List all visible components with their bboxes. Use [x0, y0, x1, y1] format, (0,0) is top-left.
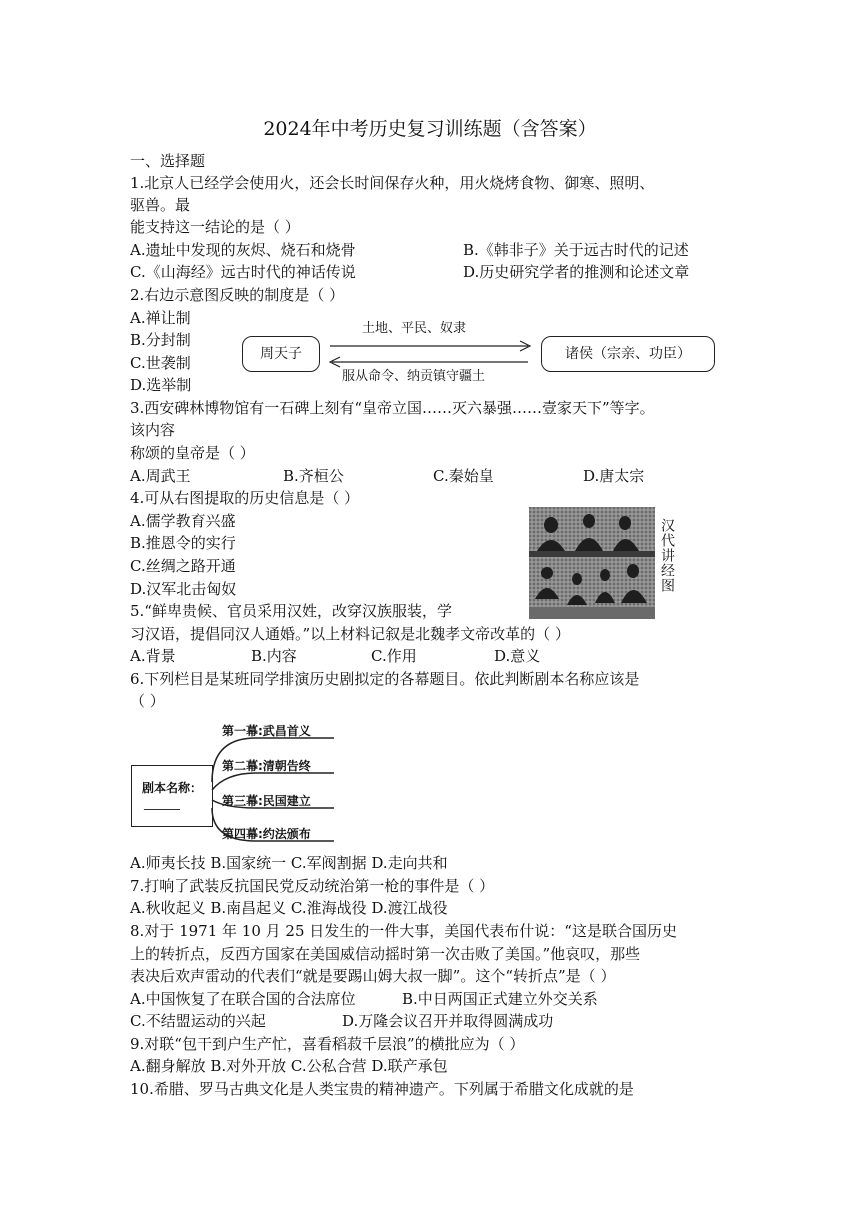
q9-options: A.翻身解放 B.对外开放 C.公私合营 D.联产承包 [130, 1057, 448, 1075]
q5-option-c: C.作用 [371, 647, 417, 665]
section-heading: 一、选择题 [130, 152, 206, 170]
q4-option-c: C.丝绸之路开通 [130, 557, 236, 575]
q5-option-d: D.意义 [494, 647, 541, 665]
q3-stem: 3.西安碑林博物馆有一石碑上刻有“皇帝立国……灭六暴强……壹家天下”等字。 [130, 399, 655, 417]
q4-stem: 4.可从右图提取的历史信息是（ ） [130, 489, 360, 507]
image-caption: 汉代讲经图 [659, 518, 675, 593]
q5-stem: 5.“鲜卑贵候、官员采用汉姓，改穿汉族服装，学 [130, 602, 452, 620]
play-name-blank: ______ [144, 796, 180, 810]
q8-option-a: A.中国恢复了在联合国的合法席位 [130, 990, 356, 1008]
diagram-vassal-box: 诸侯（宗亲、功臣） [541, 336, 715, 372]
q5-option-b: B.内容 [251, 647, 297, 665]
act-4: 第四幕:约法颁布 [222, 827, 311, 841]
q5-option-a: A.背景 [130, 647, 176, 665]
q8-stem-question: 表决后欢声雷动的代表们“就是要踢山姆大叔一脚”。这个“转折点”是（ ） [130, 967, 616, 985]
q2-stem: 2.右边示意图反映的制度是（ ） [130, 286, 345, 304]
q4-option-b: B.推恩令的实行 [130, 534, 236, 552]
q8-stem-cont: 上的转折点，反西方国家在美国威信动摇时第一次击败了美国。”他哀叹，那些 [130, 945, 641, 963]
q1-option-b: B.《韩非子》关于远古时代的记述 [463, 241, 689, 259]
q6-stem: 6.下列栏目是某班同学排演历史剧拟定的各幕题目。依此判断剧本名称应该是 [130, 670, 640, 688]
diagram-king-box: 周天子 [242, 336, 320, 372]
q2-option-d: D.选举制 [130, 376, 192, 394]
q9-stem: 9.对联“包干到户生产忙，喜看稻菽千层浪”的横批应为（ ） [130, 1035, 525, 1053]
act-1: 第一幕:武昌首义 [222, 724, 311, 738]
q1-option-a: A.遗址中发现的灰烬、烧石和烧骨 [130, 241, 356, 259]
diagram-top-label: 土地、平民、奴隶 [362, 321, 467, 336]
q1-stem-cont: 驱兽。最 [130, 196, 191, 214]
q4-option-a: A.儒学教育兴盛 [130, 512, 236, 530]
q3-option-d: D.唐太宗 [583, 467, 645, 485]
q6-options: A.师夷长技 B.国家统一 C.军阀割据 D.走向共和 [130, 854, 448, 872]
q7-options: A.秋收起义 B.南昌起义 C.淮海战役 D.渡江战役 [130, 899, 448, 917]
diagram-bottom-label: 服从命令、纳贡镇守疆土 [342, 369, 486, 384]
q6-stem-cont: （ ） [130, 692, 165, 710]
act-2: 第二幕:清朝告终 [222, 759, 311, 773]
q2-option-a: A.禅让制 [130, 309, 191, 327]
q2-option-c: C.世袭制 [130, 354, 191, 372]
page-title: 2024年中考历史复习训练题（含答案） [263, 118, 597, 140]
q1-option-d: D.历史研究学者的推测和论述文章 [463, 263, 690, 281]
q10-stem: 10.希腊、罗马古典文化是人类宝贵的精神遗产。下列属于希腊文化成就的是 [130, 1080, 634, 1098]
q3-stem-cont: 该内容 [130, 421, 176, 439]
q7-stem: 7.打响了武装反抗国民党反动统治第一枪的事件是（ ） [130, 877, 495, 895]
act-3: 第三幕:民国建立 [222, 794, 311, 808]
q1-stem: 1.北京人已经学会使用火，还会长时间保存火种，用火烧烤食物、御寒、照明、 [130, 174, 655, 192]
q4-option-d: D.汉军北击匈奴 [130, 580, 237, 598]
q3-option-b: B.齐桓公 [283, 467, 344, 485]
q1-stem-question: 能支持这一结论的是（ ） [130, 218, 300, 236]
q3-option-c: C.秦始皇 [433, 467, 494, 485]
play-name-label: 剧本名称： [142, 781, 203, 795]
q8-option-b: B.中日两国正式建立外交关系 [402, 990, 598, 1008]
q8-stem: 8.对于 1971 年 10 月 25 日发生的一件大事，美国代表布什说：“这是联合国历史 [130, 922, 677, 940]
q2-option-b: B.分封制 [130, 331, 191, 349]
q8-option-c: C.不结盟运动的兴起 [130, 1012, 266, 1030]
q3-option-a: A.周武王 [130, 467, 191, 485]
q5-stem-cont: 习汉语，提倡同汉人通婚。”以上材料记叙是北魏孝文帝改革的（ ） [130, 625, 570, 643]
q8-option-d: D.万隆会议召开并取得圆满成功 [342, 1012, 554, 1030]
q3-stem-question: 称颂的皇帝是（ ） [130, 444, 255, 462]
q1-option-c: C.《山海经》远古时代的神话传说 [130, 263, 356, 281]
